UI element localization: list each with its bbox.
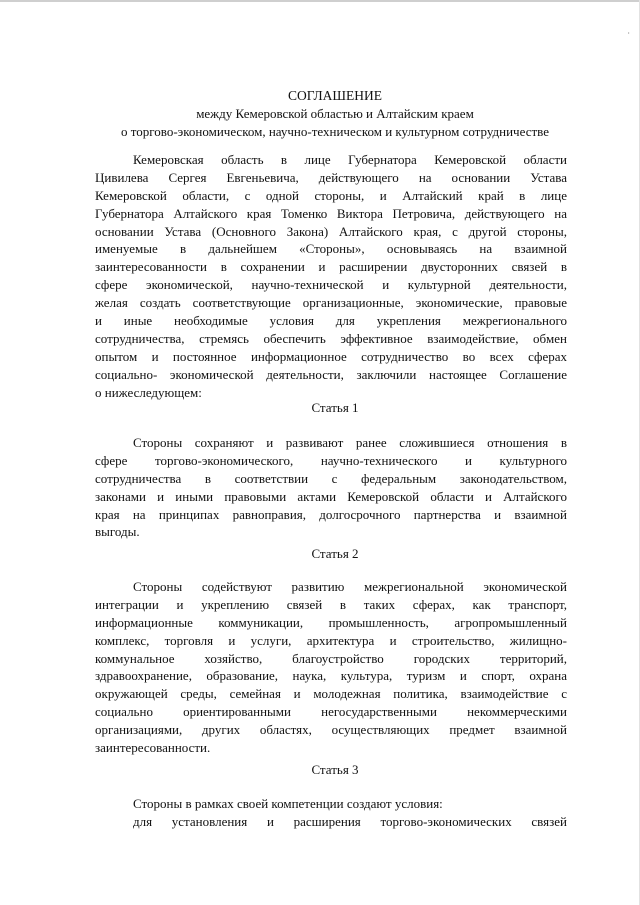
article-2-line: коммунальное хозяйство, благоустройство городских территорий, [95,650,567,666]
article-2-heading: Статья 2 [311,546,359,561]
article-2-line: здравоохранение, образование, наука, культура, туризм и спорт, охрана [95,668,567,684]
article-1-line: края на принципах равноправия, долгосрочного партнерства и взаимной [95,506,567,522]
preamble-line: именуемые в дальнейшем «Стороны», основываясь на взаимной [95,241,567,257]
article-1-heading: Статья 1 [311,400,359,415]
article-3-paragraph [95,795,567,831]
preamble-line: сфере экономической, научно-технической и культурной деятельности, [95,277,567,293]
preamble-line: социально- экономической деятельности, заключили настоящее Соглашение [95,366,567,382]
preamble-paragraph [95,151,567,401]
article-1-line: Стороны сохраняют и развивают ранее сложившиеся отношения в [133,435,567,450]
preamble-line: и иные необходимые условия для укрепления межрегионального [95,313,567,329]
article-2-line: Стороны содействуют развитию межрегиональной экономической [133,579,567,594]
preamble-line: о нижеследующем: [95,384,202,400]
article-3-line: Стороны в рамках своей компетенции создают условия: [133,796,443,811]
article-1-line: законами и иными правовыми актами Кемеровской области и Алтайского [95,488,567,504]
article-2-line: заинтересованности. [95,740,211,756]
document-subtitle-line-1: между Кемеровской областью и Алтайским краем [196,106,474,121]
article-2-line: интеграции и укреплению связей в таких сферах, как транспорт, [95,596,567,612]
preamble-line: желая создать соответствующие организационные, экономические, правовые [95,295,567,311]
document-title: СОГЛАШЕНИЕ [287,88,383,103]
preamble-line: Кемеровская область в лице Губернатора Кемеровской области [133,152,567,167]
article-3-heading: Статья 3 [311,762,359,777]
preamble-line: Губернатора Алтайского края Томенко Виктора Петровича, действующего на [95,205,567,221]
article-2-line: организациями, других областях, осуществляющих предмет взаимной [95,722,567,738]
article-2-line: социально ориентированными негосударственными некоммерческими [95,704,567,720]
article-2-paragraph [95,578,567,757]
article-2-line: комплекс, торговля и услуги, архитектура и строительство, жилищно- [95,632,567,648]
page-mark: · [627,29,630,38]
preamble-line: Цивилева Сергея Евгеньевича, действующего на основании Устава [95,169,567,185]
preamble-line: опытом и постоянное информационное сотрудничество во всех сферах [95,348,567,364]
article-1-line: сфере торгово-экономического, научно-технического и культурного [95,452,567,468]
scan-edge-top [0,0,640,2]
article-1-line: выгоды. [95,524,140,540]
preamble-line: основании Устава (Основного Закона) Алтайского края, с другой стороны, [95,223,567,239]
article-2-line: информационные коммуникации, промышленность, агропромышленный [95,614,567,630]
article-1-line: сотрудничества в соответствии с федеральным законодательством, [95,470,567,486]
preamble-line: Кемеровской области, с одной стороны, и Алтайский край в лице [95,187,567,203]
article-1-paragraph [95,434,567,541]
document-subtitle-line-2: о торгово-экономическом, научно-техническом и культурном сотрудничестве [121,124,549,139]
article-3-line: для установления и расширения торгово-экономических связей [133,813,567,829]
article-2-line: окружающей среды, семейная и молодежная политика, взаимодействие с [95,686,567,702]
preamble-line: сотрудничества, стремясь обеспечить эффективное взаимодействие, обмен [95,330,567,346]
preamble-line: заинтересованности в сохранении и расширении двусторонних связей в [95,259,567,275]
